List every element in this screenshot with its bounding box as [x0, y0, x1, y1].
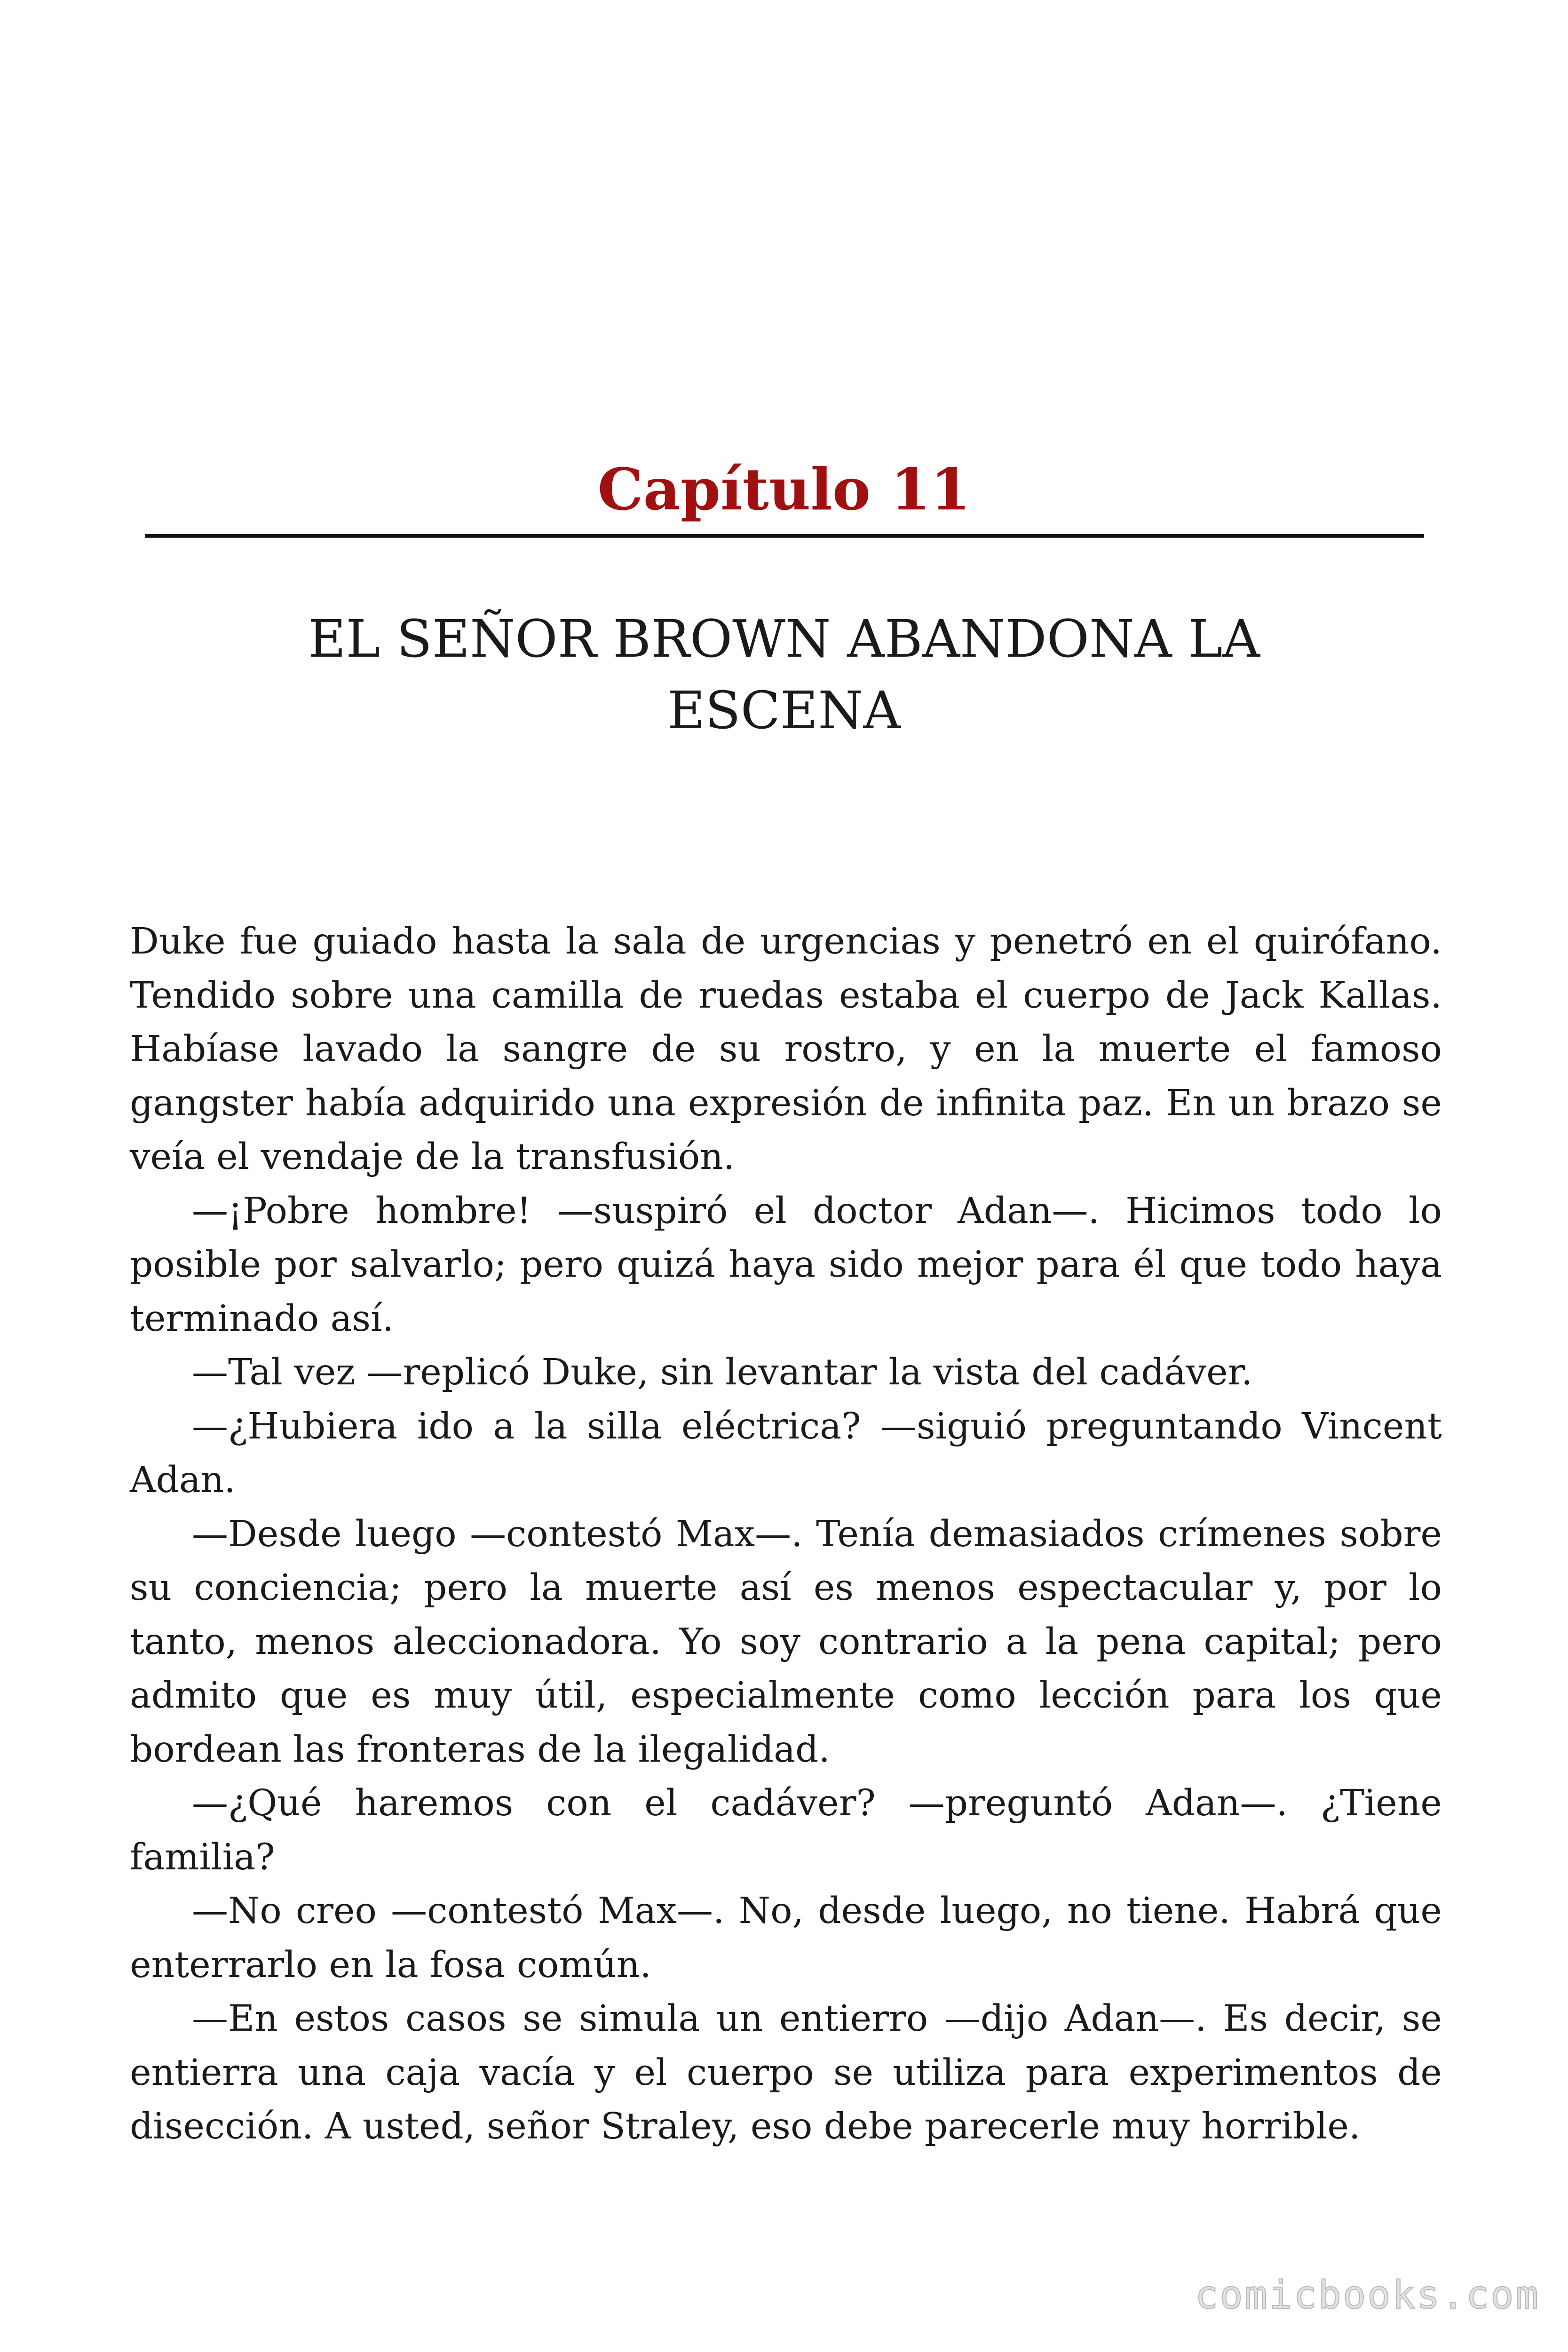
paragraph-8: —En estos casos se simula un entierro —dijo Adan—. Es decir, se entierra una caja vacía y el cuerpo se utiliza para experimentos de disección. A usted, señor Straley, eso debe parecerle muy horrible. [130, 1998, 1442, 2147]
paragraph-3: —Tal vez —replicó Duke, sin levantar la vista del cadáver. [192, 1351, 1253, 1393]
chapter-divider [145, 534, 1424, 538]
paragraph-6: —¿Qué haremos con el cadáver? —preguntó Adan—. ¿Tiene familia? [130, 1782, 1442, 1878]
paragraph-7: —No creo —contestó Max—. No, desde luego, no tiene. Habrá que enterrarlo en la fosa común. [130, 1890, 1442, 1986]
paragraph-1: Duke fue guiado hasta la sala de urgencias y penetró en el quirófano. Tendido sobre una camilla de ruedas estaba el cuerpo de Jack Kallas. Habíase lavado la sangre de su rostro, y en la muerte el famoso gangster había adquirido una expresión de infinita paz. En un brazo se veía el vendaje de la transfusión. [130, 921, 1442, 1178]
chapter-body [130, 915, 1442, 2154]
paragraph-5: —Desde luego —contestó Max—. Tenía demasiados crímenes sobre su conciencia; pero la muerte así es menos espectacular y, por lo tanto, menos aleccionadora. Yo soy contrario a la pena capital; pero admito que es muy útil, especialmente como lección para los que bordean las fronteras de la ilegalidad. [130, 1513, 1442, 1771]
chapter-title: EL SEÑOR BROWN ABANDONA LA ESCENA [308, 609, 1260, 740]
paragraph-2: —¡Pobre hombre! —suspiró el doctor Adan—. Hicimos todo lo posible por salvarlo; pero quizá haya sido mejor para él que todo haya terminado así. [130, 1190, 1442, 1340]
chapter-heading: Capítulo 11 [597, 455, 971, 523]
paragraph-4: —¿Hubiera ido a la silla eléctrica? —siguió preguntando Vincent Adan. [130, 1405, 1442, 1501]
watermark: comicbooks.com [1195, 2273, 1540, 2318]
